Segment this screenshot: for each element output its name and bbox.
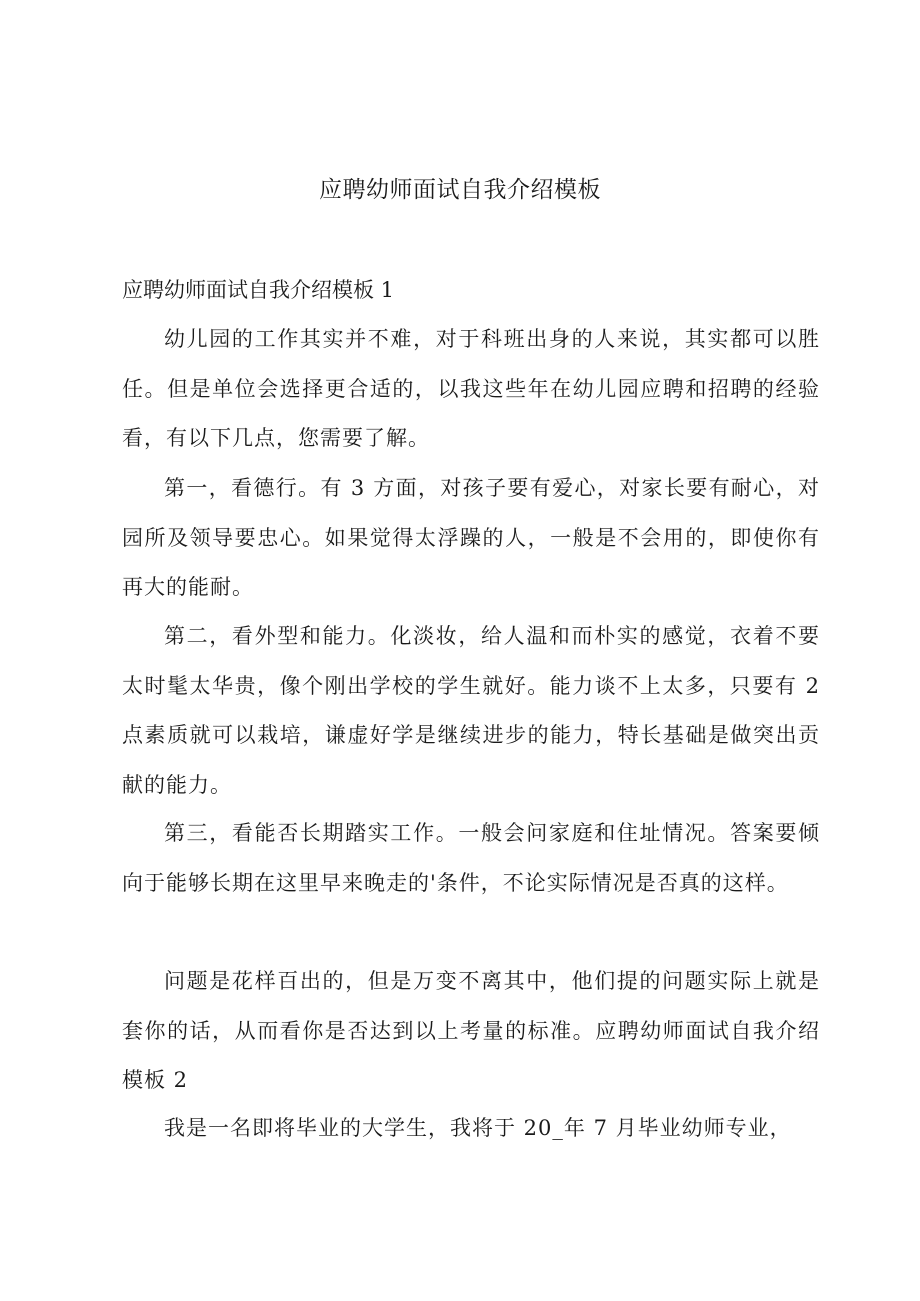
paragraph-4: 第三，看能否长期踏实工作。一般会问家庭和住址情况。答案要倾向于能够长期在这里早来晚走的'条件，不论实际情况是否真的这样。	[122, 821, 820, 895]
paragraph-1: 幼儿园的工作其实并不难，对于科班出身的人来说，其实都可以胜任。但是单位会选择更合适的，以我这些年在幼儿园应聘和招聘的经验看，有以下几点，您需要了解。	[122, 327, 820, 450]
section-heading-1: 应聘幼师面试自我介绍模板 1	[122, 278, 395, 302]
paragraph-3: 第二，看外型和能力。化淡妆，给人温和而朴实的感觉，衣着不要太时髦太华贵，像个刚出学校的学生就好。能力谈不上太多，只要有 2 点素质就可以栽培，谦虚好学是继续进步的能力，特长基础是做突出贡献的能力。	[122, 624, 820, 797]
paragraph-6: 我是一名即将毕业的大学生，我将于 20_年 7 月毕业幼师专业，	[164, 1116, 792, 1140]
document-title: 应聘幼师面试自我介绍模板	[319, 177, 601, 203]
paragraph-2: 第一，看德行。有 3 方面，对孩子要有爱心，对家长要有耐心，对园所及领导要忠心。如果觉得太浮躁的人，一般是不会用的，即使你有再大的能耐。	[122, 476, 820, 599]
paragraph-5: 问题是花样百出的，但是万变不离其中，他们提的问题实际上就是套你的话，从而看你是否达到以上考量的标准。应聘幼师面试自我介绍模板 2	[122, 969, 820, 1092]
